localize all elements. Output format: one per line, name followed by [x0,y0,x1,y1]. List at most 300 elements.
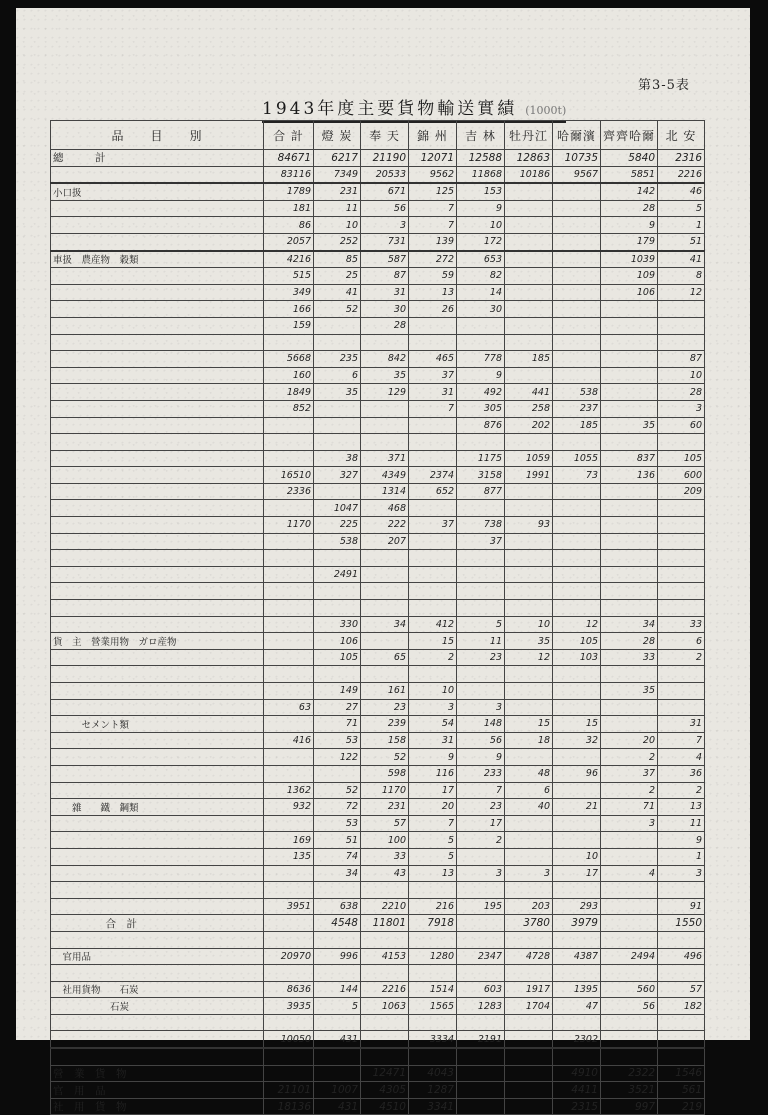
cell-value [409,666,457,683]
table-row [51,765,705,782]
cell-value: 46 [658,183,705,200]
cell-value [409,965,457,982]
cell-value: 149 [314,683,361,700]
cell-value: 12863 [505,150,553,167]
cell-value [601,400,658,417]
cell-value: 71 [314,716,361,733]
cell-value: 21190 [361,150,409,167]
cell-value: 252 [314,233,361,250]
cell-value [601,334,658,351]
cell-value: 1287 [409,1082,457,1099]
cell-value: 6 [505,782,553,799]
cell-value: 6 [658,633,705,650]
cell-value: 2191 [457,1031,505,1048]
cell-value [553,367,601,384]
cell-value: 15 [505,716,553,733]
cell-value [361,1048,409,1065]
cell-value [314,317,361,334]
row-label [51,317,264,334]
cell-value: 1059 [505,450,553,467]
table-row [51,616,705,633]
cell-value [658,517,705,534]
cell-value: 195 [457,898,505,915]
cell-value [505,500,553,517]
cell-value [505,1082,553,1099]
table-row [51,517,705,534]
cell-value: 9 [658,832,705,849]
cell-value: 12 [658,284,705,301]
cell-value: 1789 [264,183,314,200]
cell-value: 4510 [361,1098,409,1115]
row-label [51,898,264,915]
table-header-row [51,121,705,150]
cell-value: 1917 [505,981,553,998]
cell-value [457,882,505,899]
cell-value [601,533,658,550]
cell-value: 106 [314,633,361,650]
cell-value [264,683,314,700]
cell-value [658,666,705,683]
table-row [51,799,705,816]
cell-value: 272 [409,251,457,268]
cell-value: 1063 [361,998,409,1015]
cell-value [601,566,658,583]
cell-value: 20533 [361,166,409,183]
cell-value [314,882,361,899]
row-label [51,815,264,832]
cell-value: 33 [361,848,409,865]
cell-value [601,550,658,567]
cell-value: 12588 [457,150,505,167]
cell-value [264,550,314,567]
cell-value: 1280 [409,948,457,965]
cell-value [601,965,658,982]
cell-value [264,616,314,633]
cell-value [264,1048,314,1065]
cell-value [314,417,361,434]
cell-value: 28 [601,200,658,217]
row-label [51,765,264,782]
cell-value [457,600,505,617]
table-row [51,815,705,832]
cell-value: 587 [361,251,409,268]
cell-value [264,417,314,434]
cell-value: 53 [314,732,361,749]
cell-value: 3341 [409,1098,457,1115]
cell-value: 600 [658,467,705,484]
cell-value: 7 [658,732,705,749]
cell-value: 202 [505,417,553,434]
cell-value: 109 [601,268,658,285]
table-row [51,649,705,666]
table-row [51,317,705,334]
cell-value: 598 [361,765,409,782]
cell-value: 37 [457,533,505,550]
title-note: (1000t) [525,104,567,117]
cell-value [361,550,409,567]
row-label: 車扱 農産物 穀類 [51,251,264,268]
cell-value: 492 [457,384,505,401]
cell-value [361,417,409,434]
row-label: 雜 鐵 鋼類 [51,799,264,816]
table-row [51,233,705,250]
cell-value [457,434,505,451]
cell-value: 778 [457,351,505,368]
cell-value: 73 [553,467,601,484]
table-row [51,1048,705,1065]
cell-value: 10735 [553,150,601,167]
cell-value [361,882,409,899]
cell-value: 72 [314,799,361,816]
cell-value [314,965,361,982]
cell-value [505,550,553,567]
cell-value: 38 [314,450,361,467]
cell-value: 2 [601,782,658,799]
cell-value: 185 [553,417,601,434]
cell-value: 1055 [553,450,601,467]
table-row [51,931,705,948]
cell-value: 86 [264,217,314,234]
row-label [51,417,264,434]
cell-value [409,334,457,351]
cell-value: 1170 [264,517,314,534]
cell-value [409,500,457,517]
cell-value: 56 [601,998,658,1015]
cell-value [457,965,505,982]
cell-value: 12 [553,616,601,633]
cell-value [505,666,553,683]
cell-value [457,931,505,948]
cell-value [361,583,409,600]
cell-value [601,367,658,384]
cell-value [553,550,601,567]
table-row [51,367,705,384]
row-label: 貨 主 營業用物 ガロ産物 [51,633,264,650]
table-row [51,965,705,982]
cell-value [553,517,601,534]
cell-value: 139 [409,233,457,250]
cell-value: 10 [409,683,457,700]
cell-value: 56 [457,732,505,749]
cell-value: 4411 [553,1082,601,1099]
cell-value [553,301,601,318]
cell-value [601,882,658,899]
cell-value: 203 [505,898,553,915]
cell-value: 3 [601,815,658,832]
table-row [51,533,705,550]
cell-value: 1991 [505,467,553,484]
header-region: 奉 天 [361,121,409,150]
table-row [51,583,705,600]
cell-value [457,500,505,517]
cell-value: 1550 [658,915,705,932]
cell-value: 35 [314,384,361,401]
cell-value: 34 [361,616,409,633]
cell-value [505,183,553,200]
cell-value: 93 [505,517,553,534]
cell-value: 57 [361,815,409,832]
cell-value: 106 [601,284,658,301]
cell-value: 52 [314,301,361,318]
cell-value: 4 [601,865,658,882]
cell-value [505,334,553,351]
cell-value: 4728 [505,948,553,965]
cell-value: 5 [457,616,505,633]
cell-value [314,931,361,948]
cell-value: 1283 [457,998,505,1015]
cell-value: 3 [505,865,553,882]
freight-table [50,120,705,1115]
cell-value: 23 [457,799,505,816]
cell-value [553,1048,601,1065]
cell-value: 87 [361,268,409,285]
cell-value: 10 [314,217,361,234]
cell-value: 10 [505,616,553,633]
cell-value [505,200,553,217]
cell-value: 172 [457,233,505,250]
cell-value [264,815,314,832]
cell-value: 2 [658,782,705,799]
cell-value: 2322 [601,1065,658,1082]
cell-value: 161 [361,683,409,700]
table-row [51,550,705,567]
cell-value [553,268,601,285]
row-label [51,732,264,749]
table-row [51,450,705,467]
row-label [51,400,264,417]
cell-value: 51 [658,233,705,250]
row-label [51,666,264,683]
cell-value: 7918 [409,915,457,932]
cell-value [505,683,553,700]
cell-value [314,765,361,782]
cell-value [658,683,705,700]
cell-value [601,517,658,534]
cell-value: 5840 [601,150,658,167]
cell-value: 1 [658,217,705,234]
cell-value: 237 [553,400,601,417]
cell-value [505,217,553,234]
cell-value: 3935 [264,998,314,1015]
cell-value: 235 [314,351,361,368]
cell-value: 135 [264,848,314,865]
cell-value: 17 [553,865,601,882]
cell-value [361,566,409,583]
cell-value [553,483,601,500]
cell-value: 35 [601,683,658,700]
table-row [51,633,705,650]
row-label [51,200,264,217]
cell-value [505,301,553,318]
cell-value: 9 [457,367,505,384]
cell-value [264,334,314,351]
cell-value [264,865,314,882]
cell-value: 13 [409,284,457,301]
cell-value: 148 [457,716,505,733]
cell-value: 1175 [457,450,505,467]
cell-value [658,500,705,517]
cell-value: 65 [361,649,409,666]
cell-value: 3521 [601,1082,658,1099]
cell-value [658,317,705,334]
cell-value: 1704 [505,998,553,1015]
cell-value [505,434,553,451]
row-label: 官 用 品 [51,1082,264,1099]
table-row [51,500,705,517]
cell-value: 852 [264,400,314,417]
cell-value: 17 [457,815,505,832]
cell-value: 83116 [264,166,314,183]
header-region: 合 計 [264,121,314,150]
row-label [51,500,264,517]
cell-value [505,832,553,849]
cell-value: 129 [361,384,409,401]
cell-value [505,233,553,250]
header-region: 燈 炭 [314,121,361,150]
cell-value [314,550,361,567]
cell-value: 142 [601,183,658,200]
cell-value [601,716,658,733]
cell-value [409,550,457,567]
table-body [51,150,705,1115]
table-row [51,301,705,318]
cell-value: 4 [658,749,705,766]
document-title [262,94,566,123]
cell-value: 5851 [601,166,658,183]
cell-value [264,882,314,899]
row-label [51,217,264,234]
row-label [51,483,264,500]
cell-value: 2 [601,749,658,766]
cell-value: 10 [457,217,505,234]
cell-value [601,699,658,716]
cell-value: 3334 [409,1031,457,1048]
table-row [51,915,705,932]
cell-value: 37 [409,517,457,534]
cell-value [409,566,457,583]
cell-value: 54 [409,716,457,733]
cell-value: 153 [457,183,505,200]
cell-value: 231 [361,799,409,816]
cell-value: 5 [409,832,457,849]
row-label: 社用貨物 石炭 [51,981,264,998]
cell-value: 6 [314,367,361,384]
cell-value: 1849 [264,384,314,401]
cell-value: 37 [601,765,658,782]
cell-value: 465 [409,351,457,368]
cell-value [361,600,409,617]
cell-value: 515 [264,268,314,285]
cell-value [314,1065,361,1082]
row-label [51,233,264,250]
cell-value [409,600,457,617]
cell-value: 327 [314,467,361,484]
cell-value [264,566,314,583]
cell-value: 60 [658,417,705,434]
cell-value: 59 [409,268,457,285]
cell-value: 71 [601,799,658,816]
cell-value: 5 [314,998,361,1015]
cell-value: 85 [314,251,361,268]
cell-value: 12071 [409,150,457,167]
cell-value [601,317,658,334]
cell-value: 87 [658,351,705,368]
cell-value: 2491 [314,566,361,583]
cell-value: 8 [658,268,705,285]
table-row [51,467,705,484]
cell-value: 2302 [553,1031,601,1048]
table-row [51,334,705,351]
cell-value [505,268,553,285]
cell-value: 33 [601,649,658,666]
cell-value: 11 [457,633,505,650]
cell-value: 10050 [264,1031,314,1048]
row-label [51,384,264,401]
cell-value: 40 [505,799,553,816]
cell-value: 57 [658,981,705,998]
row-label [51,334,264,351]
cell-value [264,965,314,982]
cell-value [505,583,553,600]
cell-value: 91 [658,898,705,915]
cell-value: 182 [658,998,705,1015]
cell-value [505,483,553,500]
row-label [51,566,264,583]
cell-value [264,915,314,932]
cell-value: 330 [314,616,361,633]
cell-value: 2315 [553,1098,601,1115]
cell-value: 1047 [314,500,361,517]
cell-value [361,434,409,451]
cell-value: 9562 [409,166,457,183]
document-sheet [16,8,750,1114]
cell-value: 3 [409,699,457,716]
cell-value [658,600,705,617]
table-row [51,600,705,617]
row-label [51,699,264,716]
cell-value [264,716,314,733]
row-label [51,965,264,982]
cell-value: 4387 [553,948,601,965]
table-row [51,848,705,865]
cell-value [601,898,658,915]
cell-value: 7 [409,217,457,234]
header-region: 錦 州 [409,121,457,150]
cell-value [601,931,658,948]
cell-value: 738 [457,517,505,534]
row-label [51,1014,264,1031]
cell-value [553,1014,601,1031]
cell-value: 2 [457,832,505,849]
cell-value [553,500,601,517]
cell-value: 23 [361,699,409,716]
cell-value: 496 [658,948,705,965]
cell-value [361,931,409,948]
cell-value: 468 [361,500,409,517]
cell-value [658,882,705,899]
cell-value [264,1065,314,1082]
cell-value: 877 [457,483,505,500]
cell-value: 166 [264,301,314,318]
cell-value: 876 [457,417,505,434]
cell-value: 37 [409,367,457,384]
table-row [51,683,705,700]
cell-value: 731 [361,233,409,250]
row-label [51,865,264,882]
cell-value [553,699,601,716]
cell-value: 179 [601,233,658,250]
cell-value: 3 [457,865,505,882]
